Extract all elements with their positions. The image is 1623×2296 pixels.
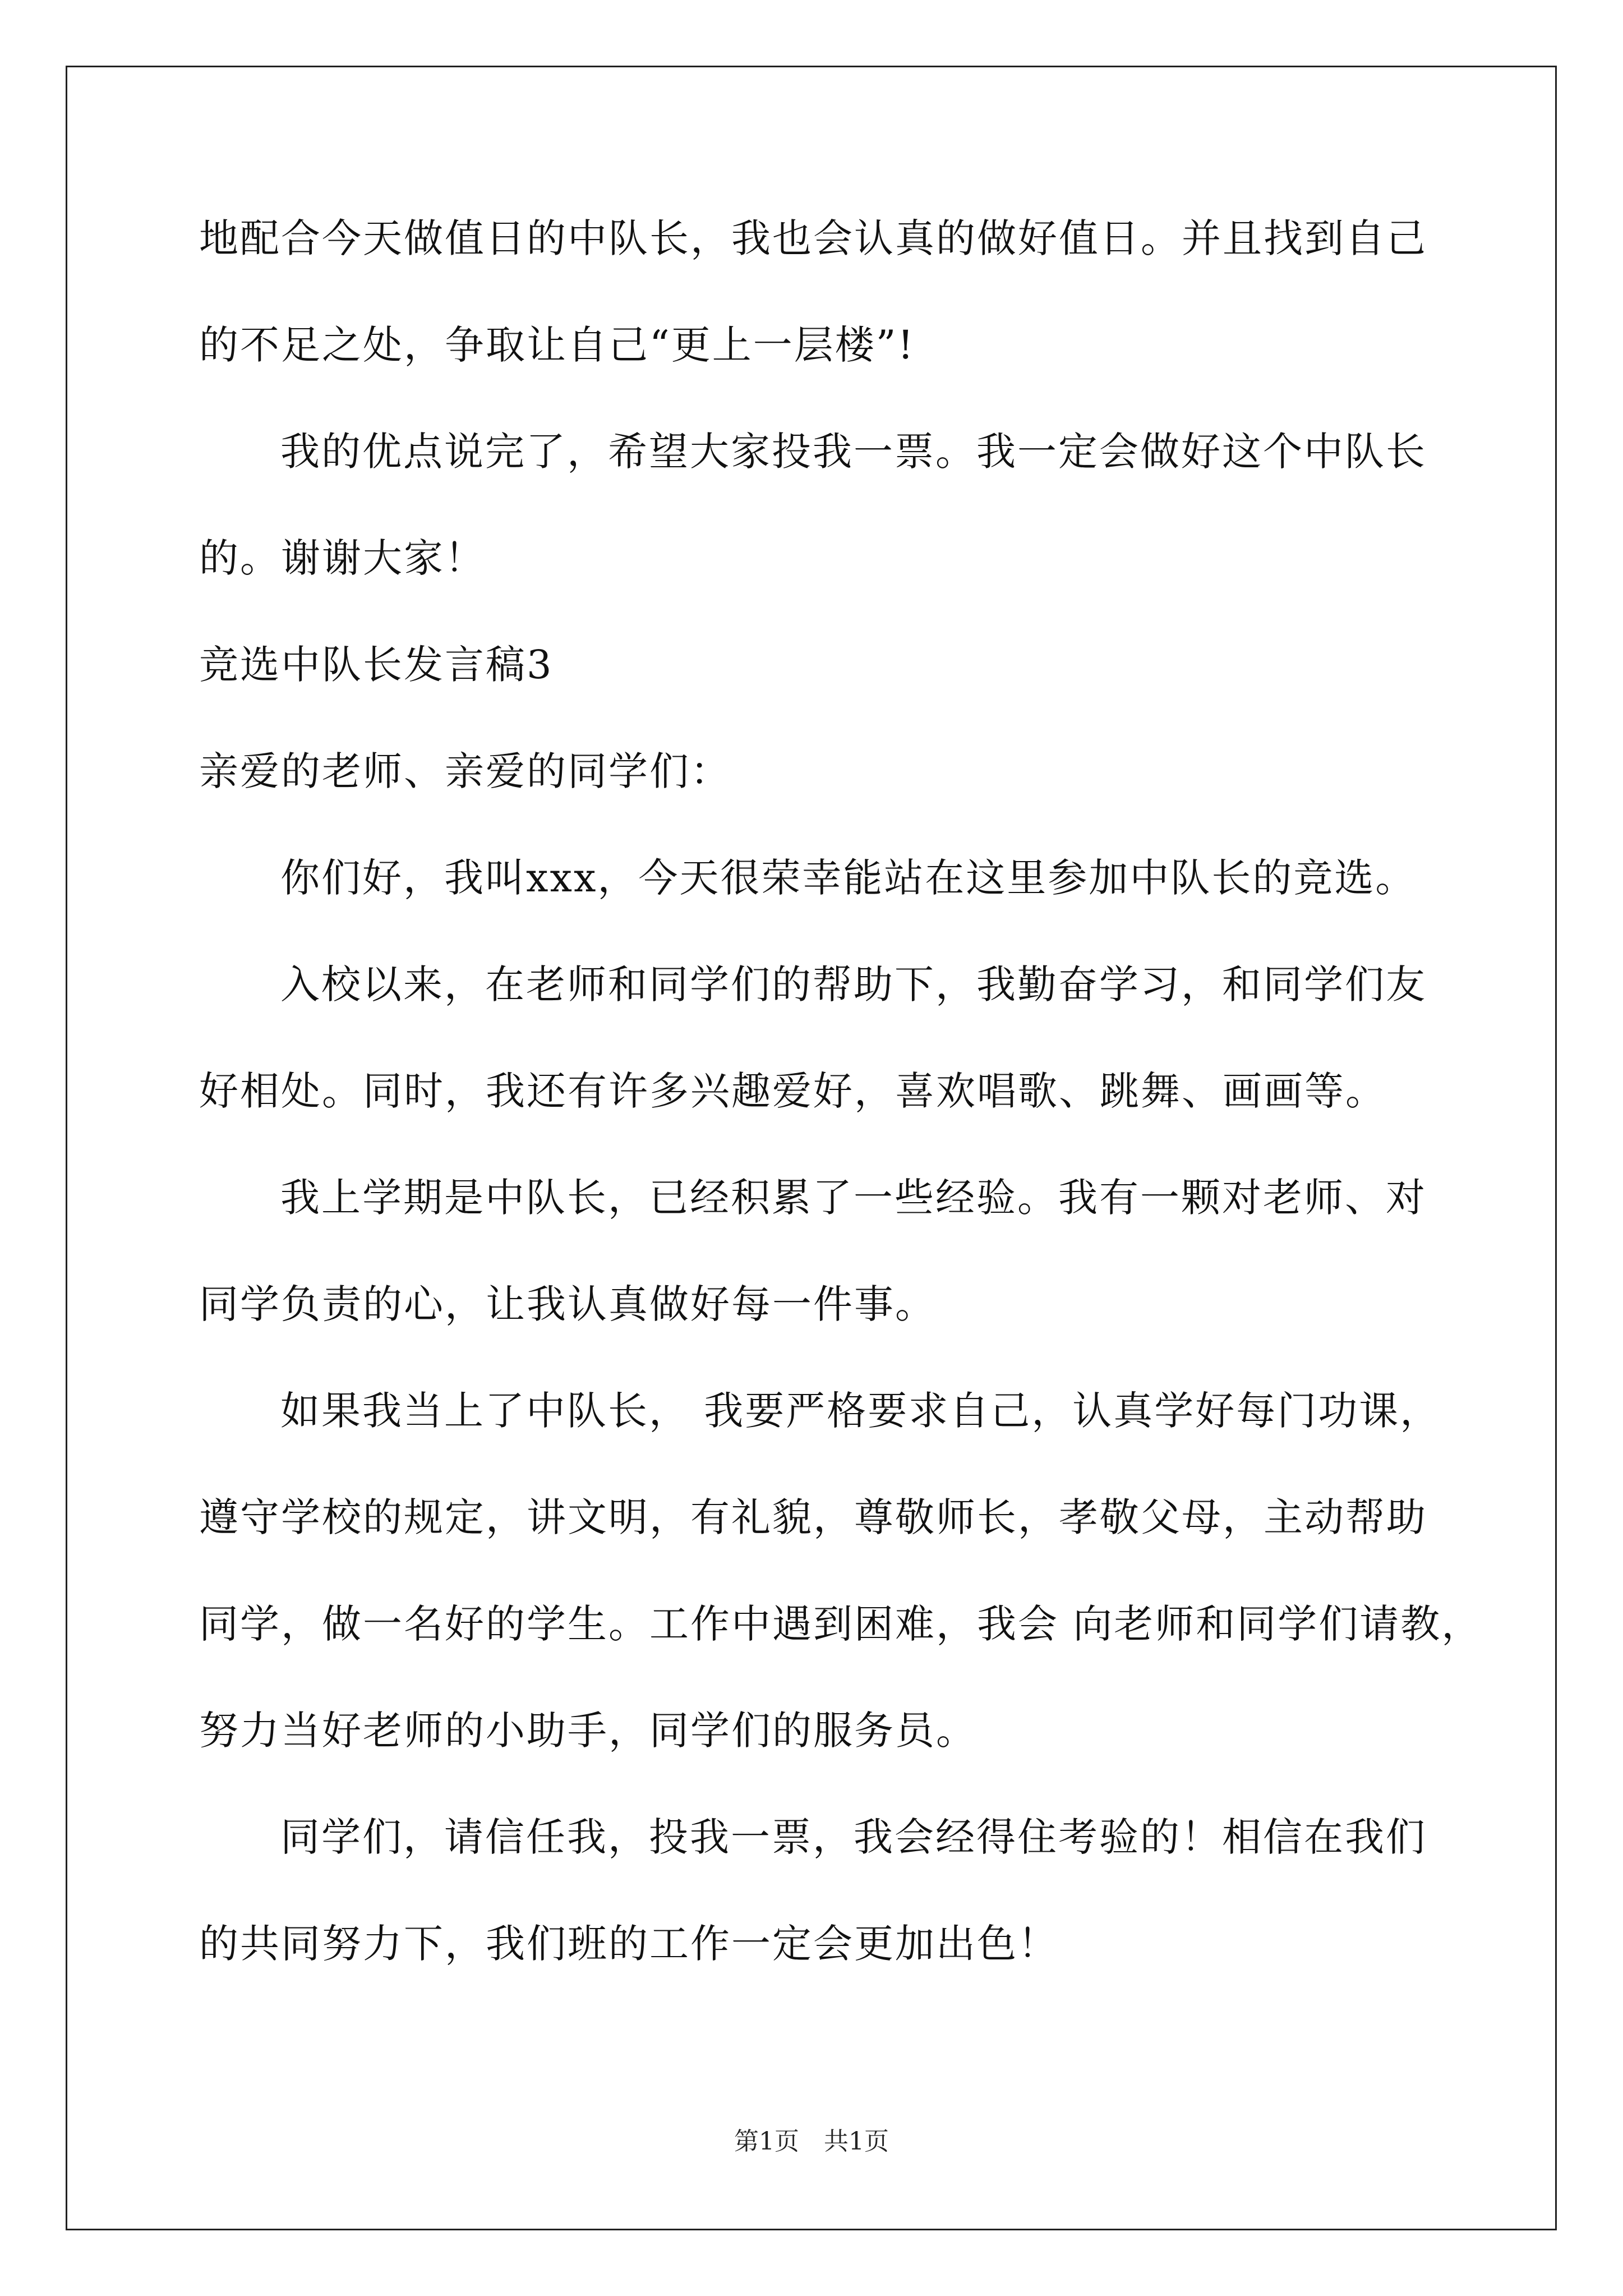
body-line: 同学，做一名好的学生。工作中遇到困难，我会 向老师和同学们请教，	[199, 1601, 1483, 1647]
body-line: 入校以来，在老师和同学们的帮助下，我勤奋学习，和同学们友	[280, 961, 1427, 1007]
page-border	[66, 66, 1557, 2230]
body-line: 同学们，请信任我，投我一票，我会经得住考验的！相信在我们	[280, 1814, 1427, 1860]
body-line: 同学负责的心，让我认真做好每一件事。	[199, 1281, 936, 1327]
body-line: 地配合今天做值日的中队长，我也会认真的做好值日。并且找到自己	[199, 215, 1427, 261]
body-line: 我上学期是中队长，已经积累了一些经验。我有一颗对老师、对	[280, 1175, 1427, 1221]
body-line: 的。谢谢大家！	[199, 535, 486, 581]
body-line: 努力当好老师的小助手，同学们的服务员。	[199, 1708, 977, 1754]
body-line: 你们好，我叫xxx，今天很荣幸能站在这里参加中队长的竞选。	[280, 855, 1417, 901]
body-line: 的不足之处，争取让自己“更上一层楼”!	[199, 322, 915, 368]
body-line: 好相处。同时，我还有许多兴趣爱好，喜欢唱歌、跳舞、画画等。	[199, 1068, 1386, 1114]
salutation: 亲爱的老师、亲爱的同学们：	[199, 748, 731, 794]
body-line: 遵守学校的规定，讲文明，有礼貌，尊敬师长，孝敬父母，主动帮助	[199, 1494, 1427, 1540]
section-heading: 竞选中队长发言稿3	[199, 642, 554, 688]
body-line: 如果我当上了中队长， 我要严格要求自己，认真学好每门功课，	[280, 1388, 1441, 1434]
body-line: 的共同努力下，我们班的工作一定会更加出色！	[199, 1921, 1059, 1967]
body-line: 我的优点说完了，希望大家投我一票。我一定会做好这个中队长	[280, 429, 1427, 475]
page-number: 第1页 共1页	[734, 2127, 889, 2156]
